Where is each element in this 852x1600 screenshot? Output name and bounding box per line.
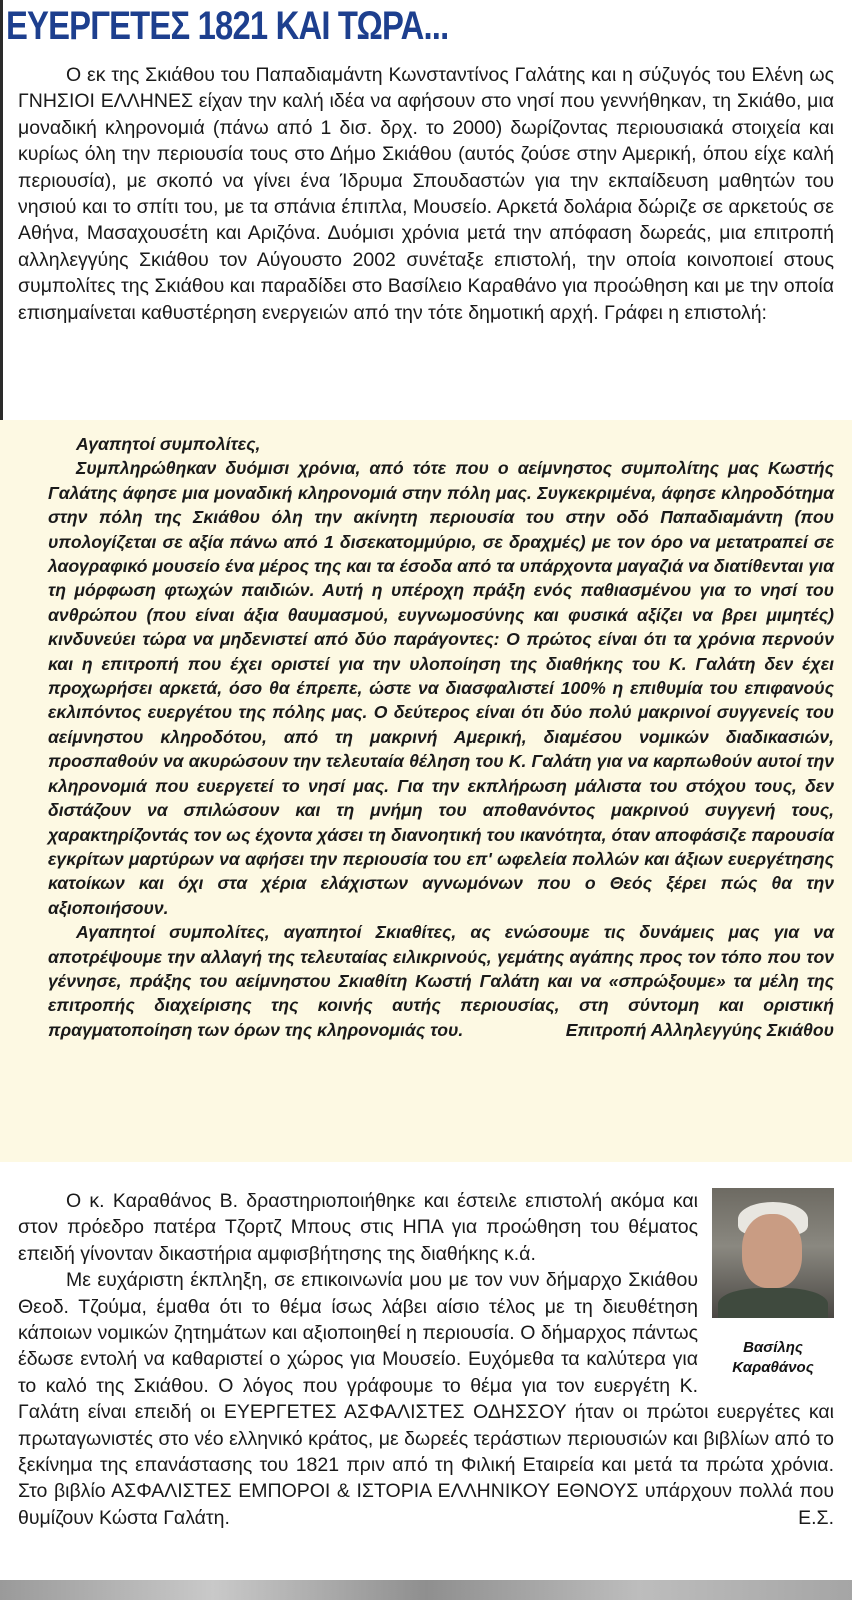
quoted-letter — [48, 432, 834, 1042]
caption-first-name: Βασίλης — [743, 1339, 803, 1356]
author-initials: Ε.Σ. — [798, 1506, 834, 1529]
left-column-rule — [0, 0, 3, 430]
letter-signature: Επιτροπή Αλληλεγγύης Σκιάθου — [565, 1019, 834, 1040]
bottom-texture-strip — [0, 1580, 852, 1600]
letter-greeting: Αγαπητοί συμπολίτες, — [76, 434, 261, 454]
intro-paragraph: Ο εκ της Σκιάθου του Παπαδιαμάντη Κωνσταντίνος Γαλάτης και η σύζυγός του Ελένη ως ΓΝΗΣΙΟΙ ΕΛΛΗΝΕΣ είχαν την καλή ιδέα να αφήσουν στο νησί που γεννήθηκαν, τη Σκιάθο, μια μοναδική κληρονομιά (πάνω από 1 δισ. δρχ. το 2000) δωρίζοντας περιουσιακά στοιχεία και κυρίως όλη την περιουσία τους στο Δήμο Σκιάθου (αυτός ζούσε στην Αμερική, όπου είχε καλή περιουσία), με σκοπό να γίνει ένα Ίδρυμα Σπουδαστών για την εκπαίδευση μαθητών του νησιού και το σπίτι του, με τα σπάνια έπιπλα, Μουσείο. Αρκετά δολάρια δώριζε σε αρκετούς σε Αθήνα, Μασαχουσέτη και Αριζόνα. Δυόμισι χρόνια μετά την απόφαση δωρεάς, μια επιτροπή αλληλεγγύης Σκιάθου τον Αύγουστο 2002 συνέταξε επιστολή, την οποία κοινοποιεί στους συμπολίτες της Σκιάθου και παραδίδει στο Βασίλειο Καραθάνο για προώθηση και με την οποία επισημαίνεται καθυστέρηση ενεργειών από την τότε δημοτική αρχή. Γράφει η επιστολή: — [18, 64, 834, 324]
portrait-caption — [712, 1338, 834, 1378]
letter-body-2-text: Αγαπητοί συμπολίτες, αγαπητοί Σκιαθίτες, ας ενώσουμε τις δυνάμεις μας για να αποτρέψουμε την αλλαγή της τελευταίας ειλικρινούς, γεμάτης αγάπης προς τον τόπο που τον γέννησε, πράξης του αείμνηστου Σκιαθίτη Κωστή Γαλάτη και να «σπρώξουμε» τα μέλη της επιτροπής διαχείρισης της κοινής αυτής περιουσίας, στη σύντομη και οριστική πραγματοποίηση των όρων της κληρονομιάς του. — [48, 922, 834, 1040]
caption-last-name: Καραθάνος — [732, 1359, 814, 1376]
letter-body-2 — [48, 920, 834, 1042]
article-title: ΕΥΕΡΓΕΤΕΣ 1821 ΚΑΙ ΤΩΡΑ... — [6, 4, 449, 48]
letter-body-1: Συμπληρώθηκαν δυόμισι χρόνια, από τότε που ο αείμνηστος συμπολίτης μας Κωστής Γαλάτης άφησε μια μοναδική κληρονομιά στην πόλη μας. Συγκεκριμένα, άφησε κληροδότημα στην πόλη της Σκιάθου όλη την ακίνητη περιουσία του στην οδό Παπαδιαμάντη (που υπολογίζεται σε αξία πάνω από 1 δισεκατομμύριο, σε δραχμές) με τον όρο να μετατραπεί σε λαογραφικό μουσείο ένα μέρος της και τα έσοδα από τα υπάρχοντα μαγαζιά να διατίθενται για τη μόρφωση φτωχών παιδιών. Αυτή η υπέροχη πράξη ενός παθιασμένου για το νησί του ανθρώπου (που είναι άξια θαυμασμού, ευγνωμοσύνης και φυσικά αξίζει να βρει μιμητές) κινδυνεύει τώρα να μηδενιστεί από δύο παράγοντες: Ο πρώτος είναι ότι τα χρόνια περνούν και η επιτροπή που έχει οριστεί για την υλοποίηση της διαθήκης του Κ. Γαλάτη δεν έχει προχωρήσει αρκετά, όσο θα έπρεπε, ώστε να διασφαλιστεί 100% η επιθυμία του επιφανούς εκλιπόντος ευεργέτου της πόλης μας. Ο δεύτερος είναι ότι δύο πολύ μακρινοί συγγενείς του αείμνηστου κληροδότου, από τη μακρινή Αμερική, διαμέσου νομικών διαδικασιών, προσπαθούν να ακυρώσουν την τελευταία θέληση του Κ. Γαλάτη για να καρπωθούν αυτοί την κληρονομιά που ευεργετεί το νησί μας. Για την εκπλήρωση μάλιστα του στόχου τους, δεν διστάζουν να σπιλώσουν και τη μνήμη του αποθανόντος μακρινού συγγενή τους, χαρακτηρίζοντάς τον ως έχοντα χάσει τη διανοητική του ικανότητα, όταν αποφάσιζε παρουσία εγκρίτων μαρτύρων να αφήσει την περιουσία του επ' ωφελεία πολλών και άξιων ευεργέτησης κατοίκων και όχι στα χέρια ελάχιστων αγνωμόνων που ο Θεός ξέρει πώς θα την αξιοποιήσουν. — [48, 458, 834, 918]
closing-section — [18, 1188, 834, 1531]
portrait-photo — [712, 1188, 834, 1318]
portrait-figure — [712, 1188, 834, 1378]
closing-paragraph-2-text: Με ευχάριστη έκπληξη, σε επικοινωνία μου με τον νυν δήμαρχο Σκιάθου Θεοδ. Τζούμα, έμαθα ότι το θέμα ίσως λάβει αίσιο τέλος με τη διευθέτηση κάποιων νομικών ζητημάτων και αξιοποιηθεί η περιουσία. Ο δήμαρχος πάντως έδωσε εντολή να καθαριστεί ο χώρος για Μουσείο. Ευχόμεθα τα καλύτερα για το καλό της Σκιάθου. Ο λόγος που γράφουμε το θέμα για τον ευεργέτη Κ. Γαλάτη είναι επειδή οι ΕΥΕΡΓΕΤΕΣ ΑΣΦΑΛΙΣΤΕΣ ΟΔΗΣΣΟΥ ήταν οι πρώτοι ευεργέτες και πρωταγωνιστές στο νέο ελληνικό κράτος, με δωρεές τεράστιων περιουσιών και βιβλίων από το ξεκίνημα της επανάστασης του 1821 πριν από τη Φιλική Εταιρεία και μετά τα πρώτα χρόνια. Στο βιβλίο ΑΣΦΑΛΙΣΤΕΣ ΕΜΠΟΡΟΙ & ΙΣΤΟΡΙΑ ΕΛΛΗΝΙΚΟΥ ΕΘΝΟΥΣ υπάρχουν πολλά που θυμίζουν Κώστα Γαλάτη. — [18, 1269, 834, 1529]
closing-paragraph-1: Ο κ. Καραθάνος Β. δραστηριοποιήθηκε και έστειλε επιστολή ακόμα και στον πρόεδρο πατέρα Τζορτζ Μπους στις ΗΠΑ για προώθηση του θέματος επειδή γίνονταν δικαστήρια αμφισβήτησης της διαθήκης κ.ά. — [18, 1190, 698, 1265]
